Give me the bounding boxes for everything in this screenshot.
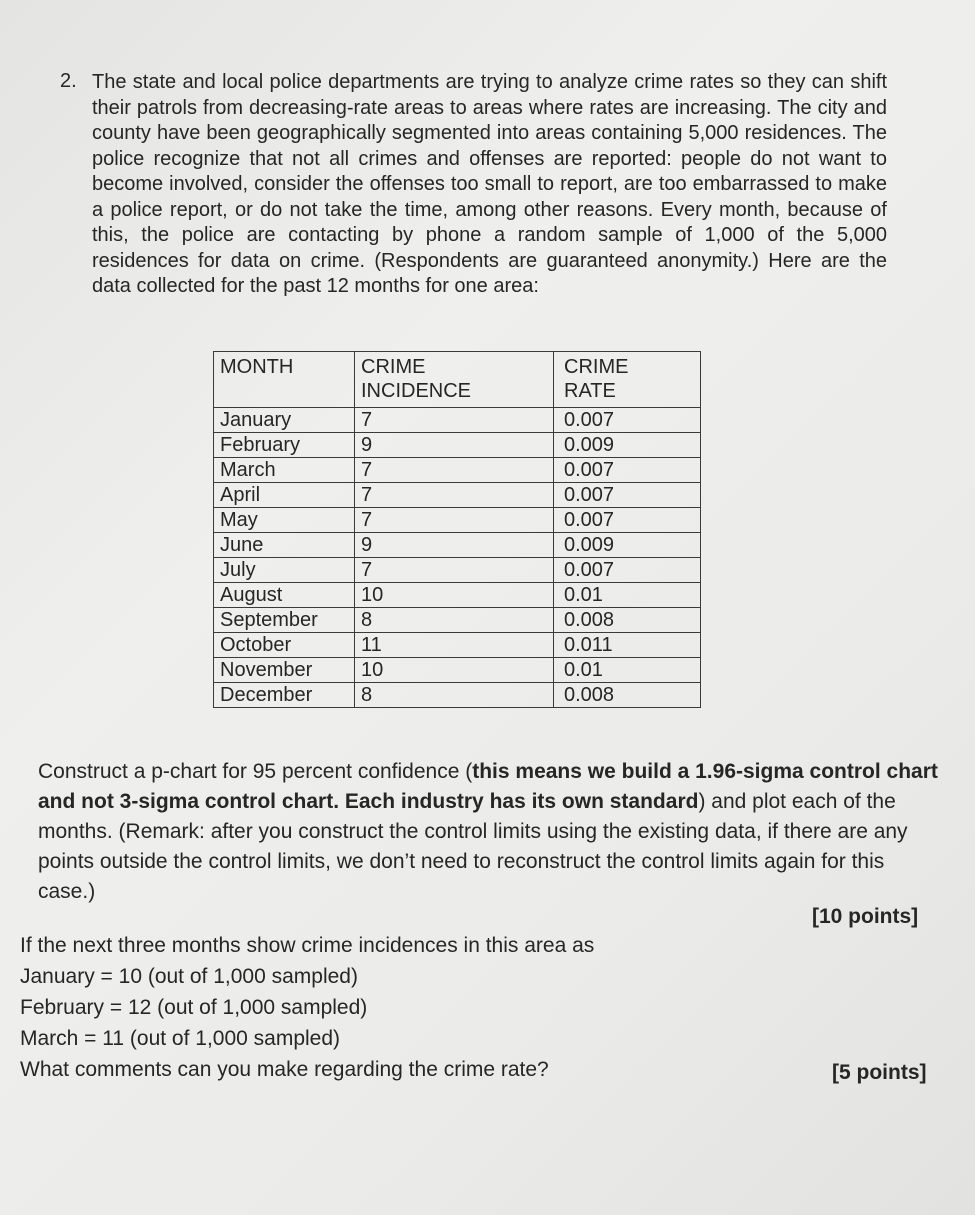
- followup-line: If the next three months show crime incidences in this area as: [20, 934, 595, 957]
- table-cell: April: [214, 483, 355, 508]
- construct-instructions: [38, 757, 938, 907]
- table-cell: March: [214, 458, 355, 483]
- question-intro: The state and local police departments are trying to analyze crime rates so they can shift their patrols from decreasing-rate areas to areas where rates are increasing. The city and county have been geographically segmented into areas containing 5,000 residences. The police recognize that not all crimes and offenses are reported: people do not want to become involved, consider the offenses too small to report, are too embarrassed to make a police report, or do not take the time, among other reasons. Every month, because of this, the police are contacting by phone a random sample of 1,000 of the 5,000 residences for data on crime. (Respondents are guaranteed anonymity.) Here are the data collected for the past 12 months for one area:: [92, 71, 887, 297]
- table-row: [214, 433, 701, 458]
- table-cell: February: [214, 433, 355, 458]
- table-header-line: RATE: [564, 380, 616, 402]
- table-cell: 0.007: [554, 558, 701, 583]
- table-cell: 7: [355, 558, 554, 583]
- table-cell: 9: [355, 433, 554, 458]
- table-cell: 0.01: [554, 658, 701, 683]
- table-cell: 8: [355, 683, 554, 708]
- table-cell: September: [214, 608, 355, 633]
- construct-bold-text: this means we build a 1.96-sigma control chart and not 3-sigma control chart. Each industry has its own standard: [38, 760, 938, 813]
- construct-text-2: ) and plot each of the months. (Remark: after you construct the control limits using the existing data, if there are any points outside the control limits, we don’t need to reconstruct the control limits again for this case.): [38, 790, 908, 903]
- table-cell: December: [214, 683, 355, 708]
- crime-data-table: [213, 351, 701, 708]
- table-cell: 0.008: [554, 683, 701, 708]
- table-cell: 0.009: [554, 433, 701, 458]
- table-cell: 0.011: [554, 633, 701, 658]
- table-cell: 0.007: [554, 408, 701, 433]
- table-cell: 0.01: [554, 583, 701, 608]
- table-cell: 7: [355, 458, 554, 483]
- table-header-line: INCIDENCE: [361, 380, 472, 402]
- table-cell: 0.009: [554, 533, 701, 558]
- table-cell: May: [214, 508, 355, 533]
- question-number: 2.: [60, 70, 77, 92]
- followup-line: January = 10 (out of 1,000 sampled): [20, 965, 358, 988]
- table-cell: November: [214, 658, 355, 683]
- table-row: [214, 558, 701, 583]
- followup-question: What comments can you make regarding the crime rate?: [20, 1058, 549, 1081]
- table-header-cell: [355, 352, 554, 408]
- points-5: [5 points]: [832, 1061, 927, 1084]
- followup-block: [20, 930, 594, 1085]
- table-header-line: CRIME: [361, 356, 426, 378]
- table-cell: 7: [355, 508, 554, 533]
- table-row: [214, 583, 701, 608]
- table-cell: 0.008: [554, 608, 701, 633]
- table-row: [214, 483, 701, 508]
- table-cell: 7: [355, 483, 554, 508]
- table-cell: June: [214, 533, 355, 558]
- followup-line: March = 11 (out of 1,000 sampled): [20, 1027, 341, 1050]
- table-header-line: CRIME: [564, 356, 629, 378]
- table-header-cell: [554, 352, 701, 408]
- table-cell: 0.007: [554, 508, 701, 533]
- table-cell: 9: [355, 533, 554, 558]
- table-header-cell: [214, 352, 355, 408]
- points-10: [10 points]: [812, 905, 919, 928]
- table-cell: 10: [355, 658, 554, 683]
- table-cell: August: [214, 583, 355, 608]
- table-header-row: [214, 352, 701, 408]
- table-cell: January: [214, 408, 355, 433]
- table-cell: 7: [355, 408, 554, 433]
- table-cell: October: [214, 633, 355, 658]
- table-cell: 0.007: [554, 458, 701, 483]
- table-row: [214, 658, 701, 683]
- table-row: [214, 633, 701, 658]
- table-row: [214, 508, 701, 533]
- table-row: [214, 408, 701, 433]
- table-row: [214, 683, 701, 708]
- table-row: [214, 608, 701, 633]
- table-cell: 8: [355, 608, 554, 633]
- table-cell: 10: [355, 583, 554, 608]
- construct-text-1: Construct a p-chart for 95 percent confidence (: [38, 760, 473, 783]
- followup-line: February = 12 (out of 1,000 sampled): [20, 996, 368, 1019]
- table-row: [214, 458, 701, 483]
- table-cell: 11: [355, 633, 554, 658]
- table-cell: 0.007: [554, 483, 701, 508]
- table-row: [214, 533, 701, 558]
- table-header-line: MONTH: [220, 356, 294, 378]
- table-cell: July: [214, 558, 355, 583]
